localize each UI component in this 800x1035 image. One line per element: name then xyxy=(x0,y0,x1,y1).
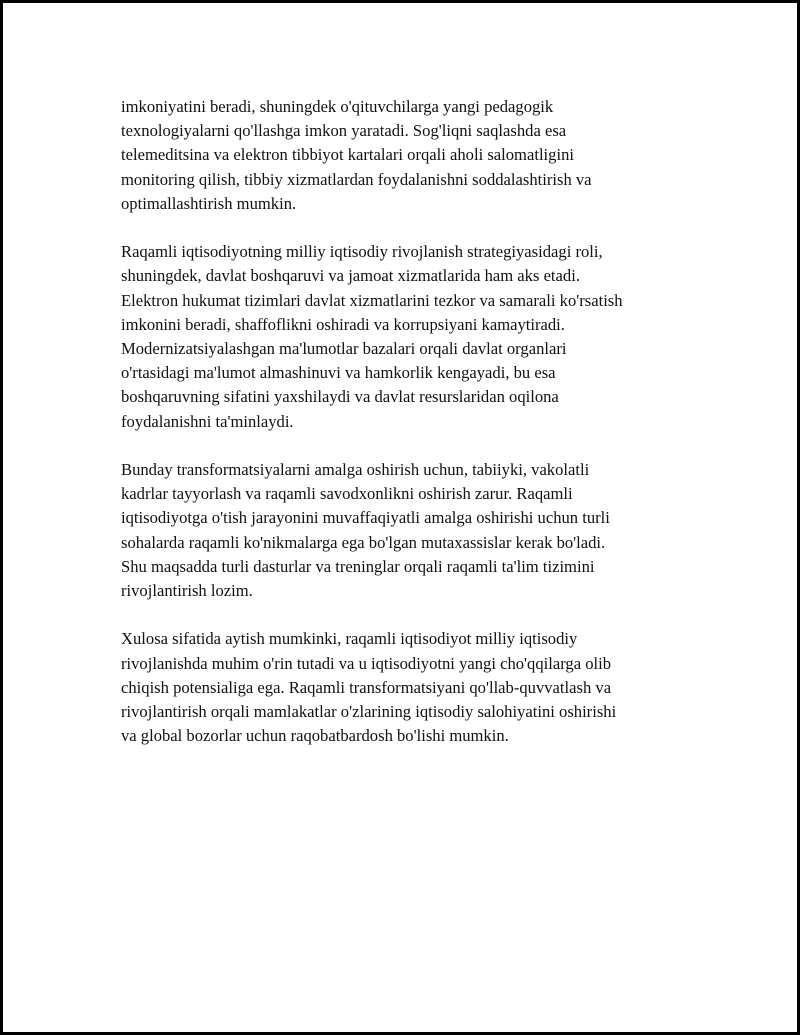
document-body xyxy=(121,95,701,773)
paragraph-1: imkoniyatini beradi, shuningdek o'qituvchilarga yangi pedagogik texnologiyalarni qo'llashga imkon yaratadi. Sog'liqni saqlashda esa telemeditsina va elektron tibbiyot kartalari orqali aholi salomatligini monitoring qilish, tibbiy xizmatlardan foydalanishni soddalashtirish va optimallashtirish mumkin. xyxy=(121,97,592,213)
paragraph-3: Bunday transformatsiyalarni amalga oshirish uchun, tabiiyki, vakolatli kadrlar tayyorlash va raqamli savodxonlikni oshirish zarur. Raqamli iqtisodiyotga o'tish jarayonini muvaffaqiyatli amalga oshirishi uchun turli sohalarda raqamli ko'nikmalarga ega bo'lgan mutaxassislar kerak bo'ladi. Shu maqsadda turli dasturlar va treninglar orqali raqamli ta'lim tizimini rivojlantirish lozim. xyxy=(121,460,610,601)
paragraph-2: Raqamli iqtisodiyotning milliy iqtisodiy rivojlanish strategiyasidagi roli, shuningdek, davlat boshqaruvi va jamoat xizmatlarida ham aks etadi. Elektron hukumat tizimlari davlat xizmatlarini tezkor va samarali ko'rsatish imkonini beradi, shaffoflikni oshiradi va korrupsiyani kamaytiradi. Modernizatsiyalashgan ma'lumotlar bazalari orqali davlat organlari o'rtasidagi ma'lumot almashinuvi va hamkorlik kengayadi, bu esa boshqaruvning sifatini yaxshilaydi va davlat resurslaridan oqilona foydalanishni ta'minlaydi. xyxy=(121,242,623,431)
paragraph-4: Xulosa sifatida aytish mumkinki, raqamli iqtisodiyot milliy iqtisodiy rivojlanishda muhim o'rin tutadi va u iqtisodiyotni yangi cho'qqilarga olib chiqish potensialiga ega. Raqamli transformatsiyani qo'llab-quvvatlash va rivojlantirish orqali mamlakatlar o'zlarining iqtisodiy salohiyatini oshirishi va global bozorlar uchun raqobatbardosh bo'lishi mumkin. xyxy=(121,629,617,746)
